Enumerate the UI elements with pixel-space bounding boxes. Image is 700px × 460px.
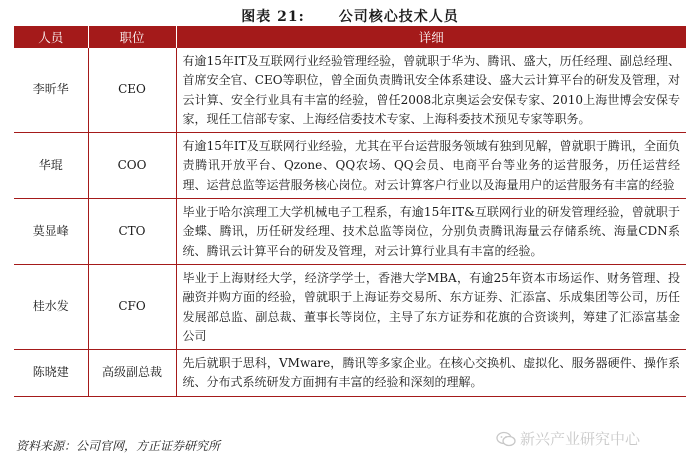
header-position: 职位 (88, 26, 176, 48)
person-name: 李昕华 (14, 48, 88, 133)
figure-title-text: 公司核心技术人员 (338, 9, 459, 25)
person-name: 华琨 (14, 133, 88, 199)
table-row (14, 133, 686, 199)
table-row (14, 48, 686, 133)
watermark (496, 428, 640, 449)
person-name: 莫显峰 (14, 199, 88, 265)
table-row (14, 350, 686, 397)
person-detail: 毕业于哈尔滨理工大学机械电子工程系，有逾15年IT&互联网行业的研发管理经验，曾就职于金蝶、腾讯，历任研发经理、技术总监等岗位，分别负责腾讯海量云存储系统、海量CDN系统、腾讯云计算平台的研发及管理，对云计算行业具有丰富的经验。 (176, 199, 686, 265)
person-name: 陈晓建 (14, 350, 88, 397)
person-position: CEO (88, 48, 176, 133)
person-detail: 毕业于上海财经大学，经济学学士，香港大学MBA，有逾25年资本市场运作、财务管理、投融资并购方面的经验，曾就职于上海证券交易所、东方证券、汇添富、乐成集团等公司，历任发展部总监、副总裁、董事长等岗位，主导了东方证券和花旗的合资谈判，筹建了汇添富基金公司 (176, 264, 686, 349)
person-detail: 有逾15年IT及互联网行业经验管理经验，曾就职于华为、腾讯、盛大，历任经理、副总经理、首席安全官、CEO等职位，曾全面负责腾讯安全体系建设、盛大云计算平台的研发及管理，对云计算、安全行业具有丰富的经验，曾任2008北京奥运会安保专家、2010上海世博会安保专家，现任工信部专家、上海经信委技术专家、上海科委技术预见专家等职务。 (176, 48, 686, 133)
person-position: CTO (88, 199, 176, 265)
table-header-row (14, 26, 686, 48)
figure-label: 图表 21: (241, 9, 305, 25)
person-position: COO (88, 133, 176, 199)
table-row (14, 264, 686, 349)
watermark-text: 新兴产业研究中心 (520, 430, 641, 448)
figure-title (0, 6, 700, 26)
person-position: CFO (88, 264, 176, 349)
person-position: 高级副总裁 (88, 350, 176, 397)
person-name: 桂水发 (14, 264, 88, 349)
header-detail: 详细 (176, 26, 686, 48)
wechat-icon (496, 431, 516, 447)
source-note: 资料来源：公司官网，方正证券研究所 (16, 439, 221, 453)
person-detail: 先后就职于思科，VMware，腾讯等多家企业。在核心交换机、虚拟化、服务器硬件、操作系统、分布式系统研发方面拥有丰富的经验和深刻的理解。 (176, 350, 686, 397)
person-detail: 有逾15年IT及互联网行业经验，尤其在平台运营服务领域有独到见解，曾就职于腾讯，全面负责腾讯开放平台、Qzone、QQ农场、QQ会员、电商平台等业务的运营服务，历任运营经理、运营总监等运营服务核心岗位。对云计算客户行业以及海量用户的运营服务有丰富的经验 (176, 133, 686, 199)
personnel-table (14, 26, 686, 397)
table-row (14, 199, 686, 265)
header-name: 人员 (14, 26, 88, 48)
